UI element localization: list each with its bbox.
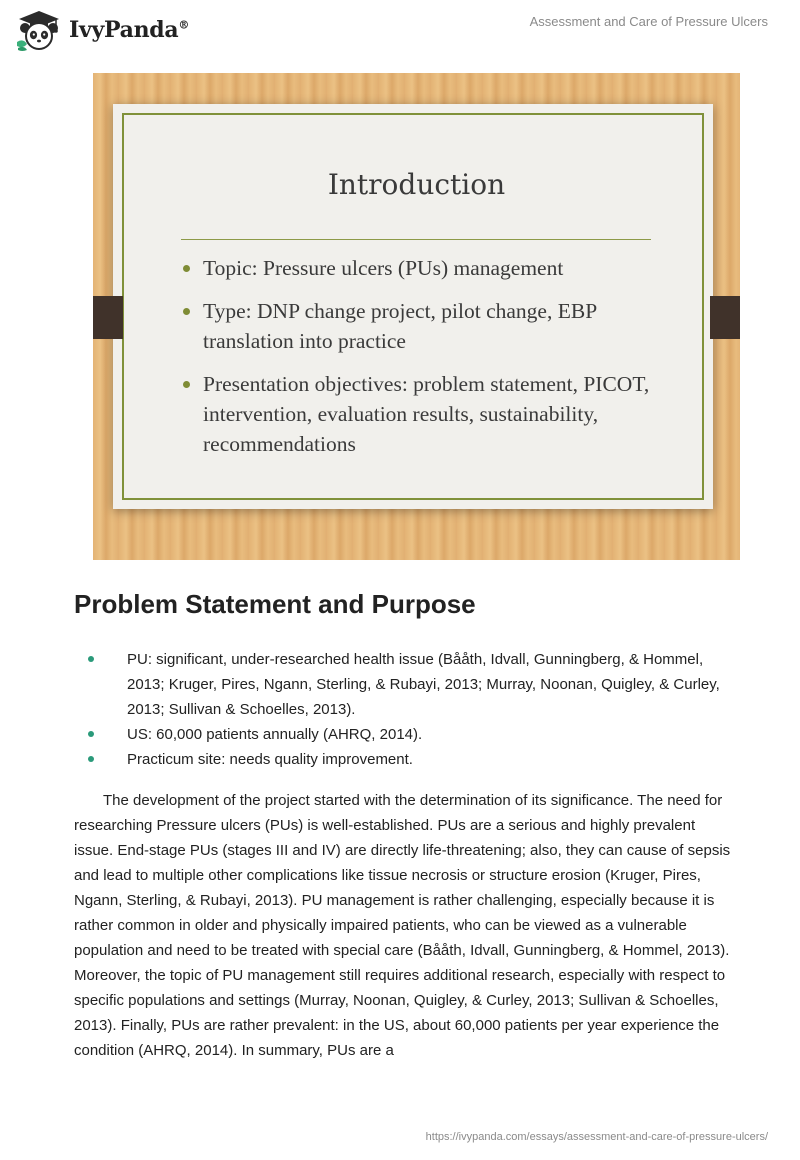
slide-bullet: Type: DNP change project, pilot change, EBP translation into practice xyxy=(181,296,651,356)
body-paragraph: The development of the project started with the determination of its significance. The need for researching Pressure ulcers (PUs) is well-established. PUs are a serious and highly prevalent issue. End-stage PUs (stages III and IV) are directly life-threatening; also, they can cause of sepsis and lead to multiple other complications like tissue necrosis or structure erosion (Kruger, Pires, Ngann, Sterling, & Rubayi, 2013). PU management is rather challenging, especially because it is rather common in older and physically impaired patients, who can be viewed as a vulnerable population and need to be treated with special care (Bååth, Idvall, Gunningberg, & Hommel, 2013). Moreover, the topic of PU management still requires additional research, especially with respect to specific populations and settings (Murray, Noonan, Quigley, & Curley, 2013; Sullivan & Schoelles, 2013). Finally, PUs are rather prevalent: in the US, about 60,000 patients per year experience the condition (AHRQ, 2014). In summary, PUs are a xyxy=(74,792,731,1059)
slide-bullet-list xyxy=(181,253,651,472)
footer-url[interactable]: https://ivypanda.com/essays/assessment-and-care-of-pressure-ulcers/ xyxy=(425,1131,768,1143)
bullet-dot-icon xyxy=(183,308,190,315)
section-heading: Problem Statement and Purpose xyxy=(74,589,476,619)
list-item: US: 60,000 patients annually (AHRQ, 2014). xyxy=(86,722,736,747)
slide-title: Introduction xyxy=(327,168,506,201)
document-title: Assessment and Care of Pressure Ulcers xyxy=(529,14,768,29)
slide-divider xyxy=(181,239,651,240)
list-item: PU: significant, under-researched health issue (Bååth, Idvall, Gunningberg, & Hommel, 2013; Kruger, Pires, Ngann, Sterling, & Rubayi, 2013; Murray, Noonan, Quigley, & Curley, 2013; Sullivan & Schoelles, 2013). xyxy=(86,647,736,722)
slide-image xyxy=(93,73,740,560)
slide-tab-left xyxy=(93,296,123,339)
list-item: Practicum site: needs quality improvement. xyxy=(86,747,736,772)
slide-tab-right xyxy=(710,296,740,339)
bullet-dot-icon xyxy=(88,731,94,737)
panda-graduate-logo-icon xyxy=(15,8,63,52)
ivypanda-logo[interactable] xyxy=(15,8,189,52)
slide-bullet: Topic: Pressure ulcers (PUs) management xyxy=(181,253,651,283)
brand-name: IvyPanda® xyxy=(69,17,190,43)
bullet-dot-icon xyxy=(183,381,190,388)
bullet-dot-icon xyxy=(183,265,190,272)
bullet-dot-icon xyxy=(88,656,94,662)
bullet-list xyxy=(86,647,736,772)
page-header xyxy=(0,0,800,60)
bullet-dot-icon xyxy=(88,756,94,762)
slide-bullet: Presentation objectives: problem statement, PICOT, intervention, evaluation results, sustainability, recommendations xyxy=(181,369,651,459)
